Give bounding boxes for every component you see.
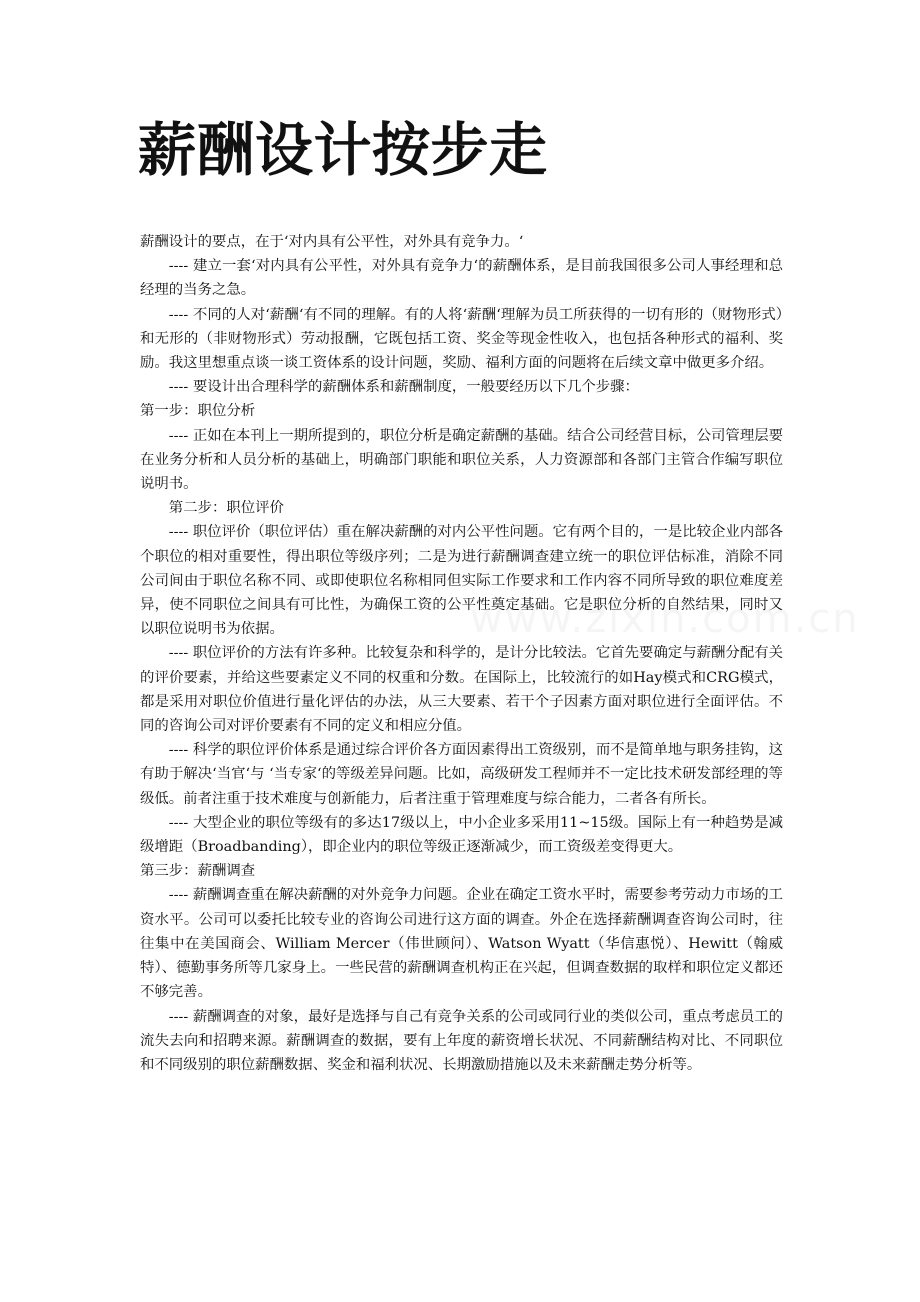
page-title: 薪酬设计按步走	[138, 116, 548, 184]
body-paragraph: ---- 科学的职位评价体系是通过综合评价各方面因素得出工资级别，而不是简单地与职务挂钩，这有助于解决‘当官‘与 ‘当专家‘的等级差异问题。比如，高级研发工程师并不一定比技术研发部经理的等级低。前者注重于技术难度与创新能力，后者注重于管理难度与综合能力，二者各有所长。	[140, 742, 783, 807]
body-paragraph: ---- 正如在本刊上一期所提到的，职位分析是确定薪酬的基础。结合公司经营目标，公司管理层要在业务分析和人员分析的基础上，明确部门职能和职位关系，人力资源部和各部门主管合作编写职位说明书。	[140, 427, 783, 493]
body-paragraph: ---- 薪酬调查重在解决薪酬的对外竞争力问题。企业在确定工资水平时，需要参考劳动力市场的工资水平。公司可以委托比较专业的咨询公司进行这方面的调查。外企在选择薪酬调查咨询公司时，往往集中在美国商会、William Mercer（伟世顾问）、Watson Wyatt（华信惠悦）、Hewitt（翰威特）、德勤事务所等几家身上。一些民营的薪酬调查机构正在兴起，但调查数据的取样和职位定义都还不够完善。	[140, 887, 783, 1001]
intro-paragraph: 薪酬设计的要点，在于‘对内具有公平性，对外具有竞争力。‘	[140, 234, 524, 250]
step-heading-3: 第三步：薪酬调查	[140, 863, 256, 880]
body-paragraph: ---- 建立一套‘对内具有公平性，对外具有竞争力‘的薪酬体系，是目前我国很多公司人事经理和总经理的当务之急。	[140, 258, 783, 299]
body-paragraph: ---- 职位评价（职位评估）重在解决薪酬的对内公平性问题。它有两个目的，一是比较企业内部各个职位的相对重要性，得出职位等级序列；二是为进行薪酬调查建立统一的职位评估标准，消除不同公司间由于职位名称不同、或即使职位名称相同但实际工作要求和工作内容不同所导致的职位难度差异，使不同职位之间具有可比性，为确保工资的公平性奠定基础。它是职位分析的自然结果，同时又以职位说明书为依据。	[140, 524, 783, 638]
document-page	[140, 0, 783, 1077]
body-paragraph: ---- 大型企业的职位等级有的多达17级以上，中小企业多采用11~15级。国际上有一种趋势是减级增距（Broadbanding），即企业内的职位等级正逐渐减少，而工资级差变得更大。	[140, 814, 783, 856]
body-paragraph: ---- 职位评价的方法有许多种。比较复杂和科学的，是计分比较法。它首先要确定与薪酬分配有关的评价要素，并给这些要素定义不同的权重和分数。在国际上，比较流行的如Hay模式和CRG模式，都是采用对职位价值进行量化评估的办法，从三大要素、若干个子因素方面对职位进行全面评估。不同的咨询公司对评价要素有不同的定义和相应分值。	[140, 645, 783, 735]
body-paragraph: ---- 不同的人对‘薪酬‘有不同的理解。有的人将‘薪酬‘理解为员工所获得的一切有形的（财物形式）和无形的（非财物形式）劳动报酬，它既包括工资、奖金等现金性收入，也包括各种形式的福利、奖励。我这里想重点谈一谈工资体系的设计问题，奖励、福利方面的问题将在后续文章中做更多介绍。	[140, 306, 783, 372]
article-body	[140, 230, 783, 1077]
step-heading-2: 第二步：职位评价	[168, 500, 284, 517]
step-heading-1: 第一步：职位分析	[140, 403, 256, 420]
body-paragraph: ---- 要设计出合理科学的薪酬体系和薪酬制度，一般要经历以下几个步骤：	[168, 379, 639, 396]
body-paragraph: ---- 薪酬调查的对象，最好是选择与自己有竞争关系的公司或同行业的类似公司，重点考虑员工的流失去向和招聘来源。薪酬调查的数据，要有上年度的薪资增长状况、不同薪酬结构对比、不同职位和不同级别的职位薪酬数据、奖金和福利状况、长期激励措施以及未来薪酬走势分析等。	[140, 1008, 783, 1073]
